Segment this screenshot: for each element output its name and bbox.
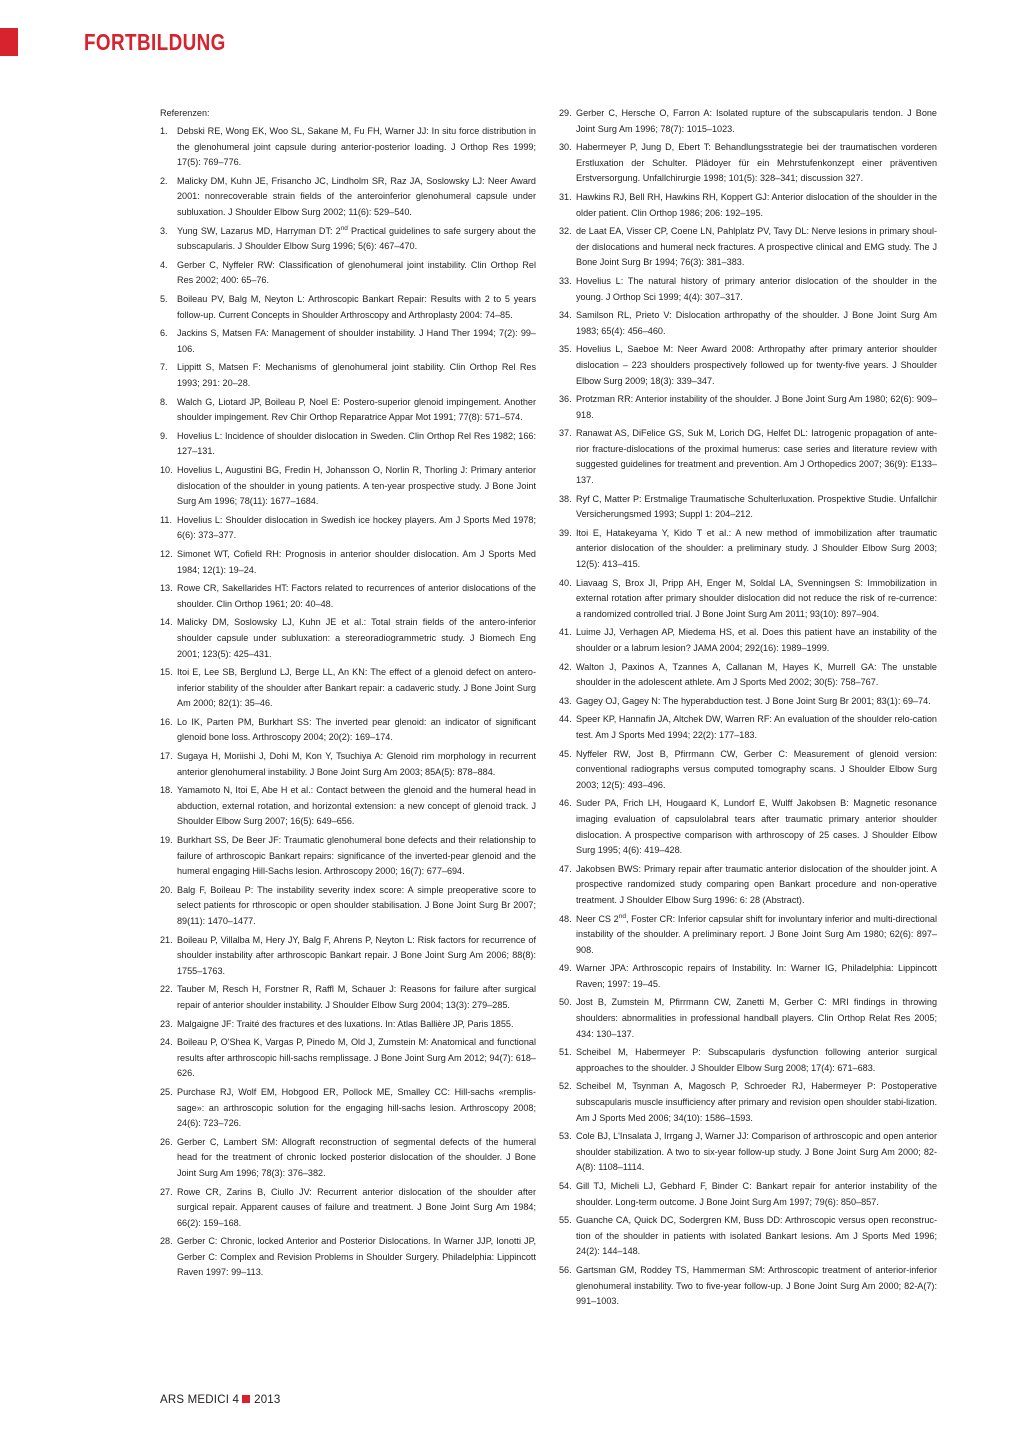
reference-number: 38. xyxy=(559,493,572,504)
reference-number: 41. xyxy=(559,627,572,638)
reference-number: 31. xyxy=(559,191,572,202)
reference-text: Simonet WT, Cofield RH: Prognosis in anterior shoulder dislocation. Am J Sports Med 1984; 12(1): 19–24. xyxy=(177,548,536,575)
reference-text: Rowe CR, Zarins B, Ciullo JV: Recurrent anterior dislocation of the shoulder after surgical repair. Apparent causes of failure and treatment. J Bone Joint Surg Am 1984; 66(2): 159–168. xyxy=(177,1186,536,1228)
reference-text: Boileau P, O'Shea K, Vargas P, Pinedo M, Old J, Zumstein M: Anatomical and functional results after arthroscopic hill-sachs remplissage. J Bone Joint Surg Am 2012; 94(7): 618–626. xyxy=(177,1037,536,1079)
reference-item xyxy=(160,1185,536,1232)
reference-item xyxy=(160,749,536,780)
reference-number: 36. xyxy=(559,394,572,405)
reference-number: 40. xyxy=(559,577,572,588)
reference-text: Suder PA, Frich LH, Hougaard K, Lundorf E, Wulff Jakobsen B: Magnetic resonance imaging evaluation of capsulolabral tears after traumatic primary anterior shoulder dislocation. A prospective comparison with arthroscopy of 25 cases. J Shoulder Elbow Surg 1995; 4(6): 419–428. xyxy=(576,798,937,856)
reference-text: Hovelius L: Incidence of shoulder dislocation in Sweden. Clin Orthop Rel Res 1982; 166: 127–131. xyxy=(177,430,536,457)
reference-text: Hovelius L: The natural history of primary anterior dislocation of the shoulder in the young. J Orthop Sci 1999; 4(4): 307–317. xyxy=(576,275,937,302)
reference-number: 23. xyxy=(160,1018,173,1029)
reference-text: Neer CS 2nd, Foster CR: Inferior capsular shift for involuntary inferior and multi-directional instability of the shoulder. A preliminary report. J Bone Joint Surg Am 1980; 62(6): 897–908. xyxy=(576,912,937,955)
reference-item xyxy=(160,292,536,323)
reference-number: 24. xyxy=(160,1037,173,1048)
reference-item xyxy=(559,106,937,137)
header-accent-block xyxy=(0,28,18,56)
reference-text: Gerber C: Chronic, locked Anterior and Posterior Dislocations. In Warner JJP, Ionotti JP, Gerber C: Complex and Revision Problems in Shoulder Surgery. Philadelphia: Lippincott Raven 1997: 99–113. xyxy=(177,1236,536,1278)
reference-item xyxy=(559,660,937,691)
references-heading: Referenzen: xyxy=(160,108,210,118)
reference-item xyxy=(160,1017,536,1033)
reference-item xyxy=(559,342,937,389)
reference-number: 35. xyxy=(559,344,572,355)
reference-item xyxy=(559,492,937,523)
reference-text: Walton J, Paxinos A, Tzannes A, Callanan M, Hayes K, Murrell GA: The unstable shoulder in the adolescent athlete. Am J Sports Med 2002; 30(5): 758–767. xyxy=(576,661,937,688)
reference-item xyxy=(559,190,937,221)
reference-text: Cole BJ, L'Insalata J, Irrgang J, Warner JJ: Comparison of arthroscopic and open anterior shoulder stabilization. A two to six-year follow-up study. J Bone Joint Surg Am 2000; 82-A(8): 1108–1114. xyxy=(576,1131,937,1173)
reference-text: Itoi E, Hatakeyama Y, Kido T et al.: A new method of immobilization after traumatic anterior dislocation of the shoulder: a preliminary study. J Shoulder Elbow Surg 2003; 12(5): 413–415. xyxy=(576,527,937,570)
reference-number: 20. xyxy=(160,884,173,895)
reference-item xyxy=(160,615,536,662)
reference-number: 51. xyxy=(559,1047,572,1058)
reference-text: Warner JPA: Arthroscopic repairs of Instability. In: Warner IG, Philadelphia: Lippincott Raven; 1997: 19–45. xyxy=(576,963,937,989)
reference-text: Itoi E, Lee SB, Berglund LJ, Berge LL, An KN: The effect of a glenoid defect on antero-inferior stability of the shoulder after Bankart repair: a cadaveric study. J Bone Joint Surg Am 2000; 82(1): 35–46. xyxy=(177,667,536,709)
reference-text: Yamamoto N, Itoi E, Abe H et al.: Contact between the glenoid and the humeral head in abduction, external rotation, and horizontal extension: a new concept of glenoid track. J Shoulder Elbow Surg 2007; 16(5): 649–656. xyxy=(177,785,536,827)
reference-item xyxy=(160,783,536,830)
reference-text: Boileau PV, Balg M, Neyton L: Arthroscopic Bankart Repair: Results with 2 to 5 years follow-up. Current Concepts in Shoulder Arthroscopy and Arthroplasty 2004: 74–85. xyxy=(177,294,536,320)
reference-text: Scheibel M, Tsynman A, Magosch P, Schroeder RJ, Habermeyer P: Postoperative subscapularis muscle insufficiency after primary and revision open shoulder stabi-lization. Am J Sports Med 2006; 34(10): 1586–1593. xyxy=(576,1081,937,1123)
reference-item xyxy=(559,1263,937,1310)
reference-number: 28. xyxy=(160,1236,173,1247)
reference-number: 47. xyxy=(559,863,572,874)
reference-number: 22. xyxy=(160,984,173,995)
reference-item xyxy=(160,883,536,930)
reference-text: Hawkins RJ, Bell RH, Hawkins RH, Koppert GJ: Anterior dislocation of the shoulder in the older patient. Clin Orthop 1986; 206: 192–195. xyxy=(576,191,937,218)
reference-item xyxy=(559,796,937,858)
reference-number: 34. xyxy=(559,310,572,321)
references-column-right xyxy=(559,106,937,1313)
page-footer xyxy=(160,1393,280,1407)
reference-text: Balg F, Boileau P: The instability severity index score: A simple preoperative score to select patients for rthroscopic or open shoulder stabilisation. J Bone Joint Surg Br 2007; 89(11): 1470–1477. xyxy=(177,884,536,926)
reference-item xyxy=(559,862,937,909)
reference-number: 19. xyxy=(160,835,173,846)
reference-item xyxy=(559,1179,937,1210)
reference-text: Habermeyer P, Jung D, Ebert T: Behandlungsstrategie bei der traumatischen vorderen Erstluxation der Schulter. Plädoyer für ein Mehrstufenkonzept einer präventiven Erstversorgung. Unfallchirurgie 1998; 101(5): 328–341; discussion 327. xyxy=(576,142,937,184)
references-column-left xyxy=(160,106,536,1284)
reference-item xyxy=(160,1135,536,1182)
reference-number: 43. xyxy=(559,695,572,706)
reference-item xyxy=(559,576,937,623)
reference-item xyxy=(559,426,937,488)
reference-number: 27. xyxy=(160,1186,173,1197)
reference-item xyxy=(559,224,937,271)
reference-text: Rowe CR, Sakellarides HT: Factors related to recurrences of anterior dislocations of the shoulder. Clin Orthop 1961; 20: 40–48. xyxy=(177,583,536,609)
reference-list-left xyxy=(160,124,536,1281)
reference-item xyxy=(160,224,536,255)
reference-text: Gerber C, Lambert SM: Allograft reconstruction of segmental defects of the humeral head for the treatment of chronic locked posterior dislocation of the shoulder. J Bone Joint Surg Am 1996; 78(3): 376–382. xyxy=(177,1136,536,1178)
reference-text: Sugaya H, Moriishi J, Dohi M, Kon Y, Tsuchiya A: Glenoid rim morphology in recurrent anterior glenohumeral instability. J Bone Joint Surg Am 2003; 85A(5): 878–884. xyxy=(177,751,536,777)
reference-number: 42. xyxy=(559,661,572,672)
reference-text: Boileau P, Villalba M, Hery JY, Balg F, Ahrens P, Neyton L: Risk factors for recurrence of shoulder instability after arthroscopic Bankart repair. J Bone Joint Surg Am 2006; 88(8): 1755–1763. xyxy=(177,934,536,976)
reference-number: 52. xyxy=(559,1081,572,1092)
reference-number: 44. xyxy=(559,714,572,725)
reference-number: 53. xyxy=(559,1131,572,1142)
reference-number: 15. xyxy=(160,667,173,678)
reference-number: 7. xyxy=(160,362,168,373)
reference-text: Purchase RJ, Wolf EM, Hobgood ER, Pollock ME, Smalley CC: Hill-sachs «remplis-sage»: an arthroscopic solution for the engaging hill-sachs lesion. Arthroscopy 2008; 24(6): 723–726. xyxy=(177,1086,536,1129)
reference-text: de Laat EA, Visser CP, Coene LN, Pahlplatz PV, Tavy DL: Nerve lesions in primary shoul-der dislocations and humeral neck fractures. A prospective clinical and EMG study. The J Bone Joint Surg Br 1994; 76(3): 381–383. xyxy=(576,226,937,268)
reference-text: Scheibel M, Habermeyer P: Subscapularis dysfunction following anterior surgical approaches to the shoulder. J Shoulder Elbow Surg 2008; 17(4): 671–683. xyxy=(576,1047,937,1073)
reference-number: 17. xyxy=(160,751,173,762)
section-title: FORTBILDUNG xyxy=(84,29,226,55)
reference-item xyxy=(559,392,937,423)
reference-item xyxy=(160,982,536,1013)
reference-item xyxy=(160,124,536,171)
reference-item xyxy=(160,326,536,357)
reference-number: 16. xyxy=(160,716,173,727)
reference-item xyxy=(160,547,536,578)
reference-number: 13. xyxy=(160,583,173,594)
reference-item xyxy=(559,625,937,656)
reference-number: 9. xyxy=(160,430,168,441)
footer-square-icon xyxy=(242,1395,250,1403)
reference-item xyxy=(559,526,937,573)
reference-number: 21. xyxy=(160,934,173,945)
reference-item xyxy=(160,360,536,391)
reference-number: 5. xyxy=(160,294,168,305)
reference-number: 14. xyxy=(160,617,173,628)
reference-number: 18. xyxy=(160,785,173,796)
reference-number: 2. xyxy=(160,175,168,186)
reference-item xyxy=(559,1129,937,1176)
reference-item xyxy=(559,1045,937,1076)
reference-item xyxy=(160,933,536,980)
reference-text: Malgaigne JF: Traité des fractures et des luxations. In: Atlas Ballière JP, Paris 1855. xyxy=(177,1018,514,1029)
reference-item xyxy=(559,274,937,305)
reference-number: 3. xyxy=(160,225,168,236)
reference-number: 29. xyxy=(559,108,572,118)
reference-item xyxy=(559,308,937,339)
reference-number: 1. xyxy=(160,126,168,137)
reference-number: 32. xyxy=(559,226,572,237)
reference-text: Burkhart SS, De Beer JF: Traumatic glenohumeral bone defects and their relationship to failure of arthroscopic Bankart repairs: significance of the inverted-pear glenoid and the humeral engaging Hill-Sachs lesion. Arthroscopy 2000; 16(7): 677–694. xyxy=(177,835,536,877)
reference-text: Protzman RR: Anterior instability of the shoulder. J Bone Joint Surg Am 1980; 62(6): 909–918. xyxy=(576,394,937,420)
reference-text: Walch G, Liotard JP, Boileau P, Noel E: Postero-superior glenoid impingement. Another shoulder impingement. Rev Chir Orthop Reparatrice Appar Mot 1991; 77(8): 571–574. xyxy=(177,396,536,423)
reference-number: 45. xyxy=(559,748,572,759)
reference-item xyxy=(559,140,937,187)
reference-text: Guanche CA, Quick DC, Sodergren KM, Buss DD: Arthroscopic versus open reconstruc-tion of the shoulder in patients with isolated Bankart lesions. Am J Sports Med 1996; 24(2): 144–148. xyxy=(576,1215,937,1257)
reference-text: Malicky DM, Kuhn JE, Frisancho JC, Lindholm SR, Raz JA, Soslowsky LJ: Neer Award 2001: nonrecoverable strain fields of the anteroinferior glenohumeral capsule under subluxation. J Shoulder Elbow Surg 2002; 11(6): 529–540. xyxy=(177,175,536,218)
reference-text: Ryf C, Matter P: Erstmalige Traumatische Schulterluxation. Prospektive Studie. Unfallchir Versicherungsmed 1993; Suppl 1: 204–212. xyxy=(576,493,937,520)
reference-text: Gerber C, Hersche O, Farron A: Isolated rupture of the subscapularis tendon. J Bone Joint Surg Am 1996; 78(7): 1015–1023. xyxy=(576,108,937,134)
reference-item xyxy=(160,1234,536,1281)
reference-number: 25. xyxy=(160,1086,173,1097)
reference-text: Hovelius L, Saeboe M: Neer Award 2008: Arthropathy after primary anterior shoulder dislocation – 223 shoulders prospectively followed up for twenty-five years. J Shoulder Elbow Surg 2009; 18(3): 339–347. xyxy=(576,344,937,386)
reference-number: 26. xyxy=(160,1136,173,1147)
reference-number: 49. xyxy=(559,963,572,974)
reference-text: Lippitt S, Matsen F: Mechanisms of glenohumeral joint stability. Clin Orthop Rel Res 1993; 291: 20–28. xyxy=(177,362,536,388)
reference-number: 54. xyxy=(559,1181,572,1191)
reference-item xyxy=(160,395,536,426)
reference-item xyxy=(160,665,536,712)
reference-number: 56. xyxy=(559,1264,572,1275)
reference-item xyxy=(160,715,536,746)
reference-text: Malicky DM, Soslowsky LJ, Kuhn JE et al.: Total strain fields of the antero-inferior shoulder capsule under subluxation: a stereoradiogrammetric study. J Biomech Eng 2001; 123(5): 425–431. xyxy=(177,617,536,659)
reference-text: Ranawat AS, DiFelice GS, Suk M, Lorich DG, Helfet DL: Iatrogenic propagation of ante-rior fracture-dislocations of the proximal humerus: case series and literature review with suggested guidelines for treatment and prevention. Am J Orthopedics 2007; 36(9): E133–137. xyxy=(576,428,937,486)
reference-item xyxy=(160,174,536,221)
reference-number: 4. xyxy=(160,259,168,270)
reference-number: 39. xyxy=(559,527,572,538)
reference-text: Speer KP, Hannafin JA, Altchek DW, Warren RF: An evaluation of the shoulder relo-cation test. Am J Sports Med 1994; 22(2): 177–183. xyxy=(576,714,937,740)
reference-text: Samilson RL, Prieto V: Dislocation arthropathy of the shoulder. J Bone Joint Surg Am 1983; 65(4): 456–460. xyxy=(576,310,937,336)
reference-text: Nyffeler RW, Jost B, Pfirrmann CW, Gerber C: Measurement of glenoid version: conventional radiographs versus computed tomography scans. J Shoulder Elbow Surg 2003; 12(5): 493–496. xyxy=(576,748,937,790)
reference-item xyxy=(160,1085,536,1132)
reference-number: 55. xyxy=(559,1215,572,1226)
reference-number: 33. xyxy=(559,275,572,286)
reference-text: Hovelius L: Shoulder dislocation in Swedish ice hockey players. Am J Sports Med 1978; 6(6): 373–377. xyxy=(177,514,536,541)
reference-item xyxy=(160,833,536,880)
footer-journal: ARS MEDICI 4 xyxy=(160,1394,240,1406)
reference-text: Lo IK, Parten PM, Burkhart SS: The inverted pear glenoid: an indicator of significant glenoid bone loss. Arthroscopy 2004; 20(2): 169–174. xyxy=(177,716,536,743)
reference-number: 8. xyxy=(160,396,168,407)
reference-item xyxy=(559,912,937,959)
footer-year: 2013 xyxy=(254,1394,281,1406)
reference-number: 30. xyxy=(559,142,572,153)
reference-item xyxy=(160,429,536,460)
reference-text: Jost B, Zumstein M, Pfirrmann CW, Zanetti M, Gerber C: MRI findings in throwing shoulders: abnormalities in professional handball players. Clin Orthop Relat Res 2005; 434: 130–137. xyxy=(576,997,937,1039)
reference-text: Tauber M, Resch H, Forstner R, Raffl M, Schauer J: Reasons for failure after surgical repair of anterior shoulder instability. J Shoulder Elbow Surg 2004; 13(3): 279–285. xyxy=(177,984,536,1010)
reference-item xyxy=(160,258,536,289)
reference-item xyxy=(559,694,937,710)
reference-text: Gerber C, Nyffeler RW: Classification of glenohumeral joint instability. Clin Orthop Rel Res 2002; 400: 65–76. xyxy=(177,259,536,286)
reference-list-right xyxy=(559,106,937,1310)
reference-item xyxy=(160,513,536,544)
reference-item xyxy=(559,1213,937,1260)
reference-number: 50. xyxy=(559,997,572,1008)
reference-number: 48. xyxy=(559,913,572,924)
reference-item xyxy=(160,581,536,612)
reference-item xyxy=(160,463,536,510)
reference-number: 37. xyxy=(559,428,572,439)
reference-text: Luime JJ, Verhagen AP, Miedema HS, et al. Does this patient have an instability of the shoulder or a labrum lesion? JAMA 2004; 292(16): 1989–1999. xyxy=(576,627,937,653)
reference-text: Liavaag S, Brox JI, Pripp AH, Enger M, Soldal LA, Svenningsen S: Immobilization in external rotation after primary shoulder dislocation did not reduce the risk of re-currence: a randomized controlled trial. J Bone Joint Surg Am 2011; 93(10): 897–904. xyxy=(576,577,937,619)
reference-item xyxy=(559,995,937,1042)
reference-text: Gill TJ, Micheli LJ, Gebhard F, Binder C: Bankart repair for anterior instability of the shoulder. Long-term outcome. J Bone Joint Surg Am 1997; 79(6): 850–857. xyxy=(576,1181,937,1207)
reference-text: Debski RE, Wong EK, Woo SL, Sakane M, Fu FH, Warner JJ: In situ force distribution in the glenohumeral joint capsule during anterior-posterior loading. J Orthop Res 1999; 17(5): 769–776. xyxy=(177,126,536,168)
reference-item xyxy=(160,1035,536,1082)
reference-text: Yung SW, Lazarus MD, Harryman DT: 2nd Practical guidelines to safe surgery about the subscapularis. J Shoulder Elbow Surg 1996; 5(6): 467–470. xyxy=(177,224,536,252)
reference-number: 11. xyxy=(160,514,172,525)
reference-number: 10. xyxy=(160,464,173,475)
reference-number: 12. xyxy=(160,548,173,559)
reference-text: Jackins S, Matsen FA: Management of shoulder instability. J Hand Ther 1994; 7(2): 99–106. xyxy=(177,328,536,354)
reference-item xyxy=(559,1079,937,1126)
reference-number: 46. xyxy=(559,798,572,809)
reference-text: Gartsman GM, Roddey TS, Hammerman SM: Arthroscopic treatment of anterior-inferior glenohumeral instability. Two to five-year follow-up. J Bone Joint Surg Am 2000; 82-A(7): 991–1003. xyxy=(576,1264,937,1307)
reference-text: Hovelius L, Augustini BG, Fredin H, Johansson O, Norlin R, Thorling J: Primary anterior dislocation of the shoulder in young patients. A ten-year prospective study. J Bone Joint Surg Am 1996; 78(11): 1677–1684. xyxy=(177,464,536,507)
reference-text: Jakobsen BWS: Primary repair after traumatic anterior dislocation of the shoulder joint. A prospective randomized study comparing open Bankart procedure and non-operative treatment. J Shoulder Elbow Surg 1996: 6: 28 (Abstract). xyxy=(576,863,937,905)
reference-item xyxy=(559,747,937,794)
reference-text: Gagey OJ, Gagey N: The hyperabduction test. J Bone Joint Surg Br 2001; 83(1): 69–74. xyxy=(576,695,931,706)
reference-number: 6. xyxy=(160,328,168,339)
reference-item xyxy=(559,961,937,992)
reference-item xyxy=(559,712,937,743)
